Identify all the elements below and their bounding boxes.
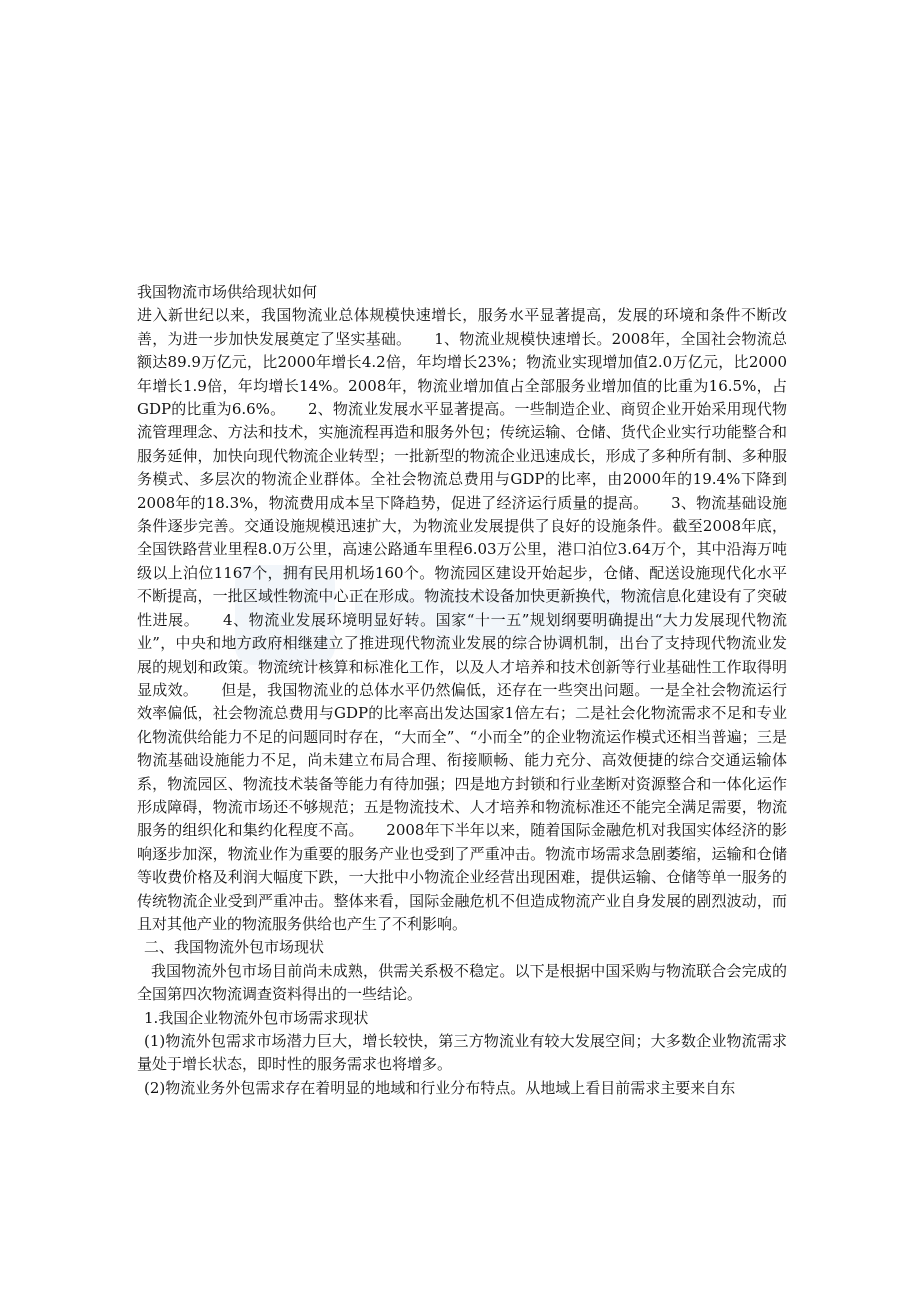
- list-item: (1)物流外包需求市场潜力巨大，增长较快，第三方物流业有较大发展空间；大多数企业物流需求量处于增长状态，即时性的服务需求也将增多。: [137, 1032, 787, 1074]
- subsection-heading: 1.我国企业物流外包市场需求现状: [144, 1008, 369, 1027]
- document-body: [137, 281, 787, 1100]
- main-paragraph: 进入新世纪以来，我国物流业总体规模快速增长，服务水平显著提高，发展的环境和条件不断改善，为进一步加快发展奠定了坚实基础。 1、物流业规模快速增长。2008年，全国社会物流总额达89.9万亿元，比2000年增长4.2倍，年均增长23%；物流业实现增加值2.0万亿元，比2000年增长1.9倍，年均增长14%。2008年，物流业增加值占全部服务业增加值的比重为16.5%，占GDP的比重为6.6%。 2、物流业发展水平显著提高。一些制造企业、商贸企业开始采用现代物流管理理念、方法和技术，实施流程再造和服务外包；传统运输、仓储、货代企业实行功能整合和服务延伸，加快向现代物流企业转型；一批新型的物流企业迅速成长，形成了多种所有制、多种服务模式、多层次的物流企业群体。全社会物流总费用与GDP的比率，由2000年的19.4%下降到2008年的18.3%，物流费用成本呈下降趋势，促进了经济运行质量的提高。 3、物流基础设施条件逐步完善。交通设施规模迅速扩大，为物流业发展提供了良好的设施条件。截至2008年底，全国铁路营业里程8.0万公里，高速公路通车里程6.03万公里，港口泊位3.64万个，其中沿海万吨级以上泊位1167个，拥有民用机场160个。物流园区建设开始起步，仓储、配送设施现代化水平不断提高，一批区域性物流中心正在形成。物流技术设备加快更新换代，物流信息化建设有了突破性进展。 4、物流业发展环境明显好转。国家“十一五”规划纲要明确提出“大力发展现代物流业”，中央和地方政府相继建立了推进现代物流业发展的综合协调机制，出台了支持现代物流业发展的规划和政策。物流统计核算和标准化工作，以及人才培养和技术创新等行业基础性工作取得明显成效。 但是，我国物流业的总体水平仍然偏低，还存在一些突出问题。一是全社会物流运行效率偏低，社会物流总费用与GDP的比率高出发达国家1倍左右；二是社会化物流需求不足和专业化物流供给能力不足的问题同时存在，“大而全”、“小而全”的企业物流运作模式还相当普遍；三是物流基础设施能力不足，尚未建立布局合理、衔接顺畅、能力充分、高效便捷的综合交通运输体系，物流园区、物流技术装备等能力有待加强；四是地方封锁和行业垄断对资源整合和一体化运作形成障碍，物流市场还不够规范；五是物流技术、人才培养和物流标准还不能完全满足需要，物流服务的组织化和集约化程度不高。 2008年下半年以来，随着国际金融危机对我国实体经济的影响逐步加深，物流业作为重要的服务产业也受到了严重冲击。物流市场需求急剧萎缩，运输和仓储等收费价格及利润大幅度下跌，一大批中小物流企业经营出现困难，提供运输、仓储等单一服务的传统物流企业受到严重冲击。整体来看，国际金融危机不但造成物流产业自身发展的剧烈波动，而且对其他产业的物流服务供给也产生了不利影响。: [137, 306, 787, 933]
- document-title: 我国物流市场供给现状如何: [137, 283, 318, 301]
- list-item: (2)物流业务外包需求存在着明显的地域和行业分布特点。从地域上看目前需求主要来自东: [144, 1078, 736, 1097]
- section-heading: 二、我国物流外包市场现状: [144, 938, 325, 957]
- section-intro-paragraph: 我国物流外包市场目前尚未成熟，供需关系极不稳定。以下是根据中国采购与物流联合会完成的全国第四次物流调查资料得出的一些结论。: [137, 961, 787, 1004]
